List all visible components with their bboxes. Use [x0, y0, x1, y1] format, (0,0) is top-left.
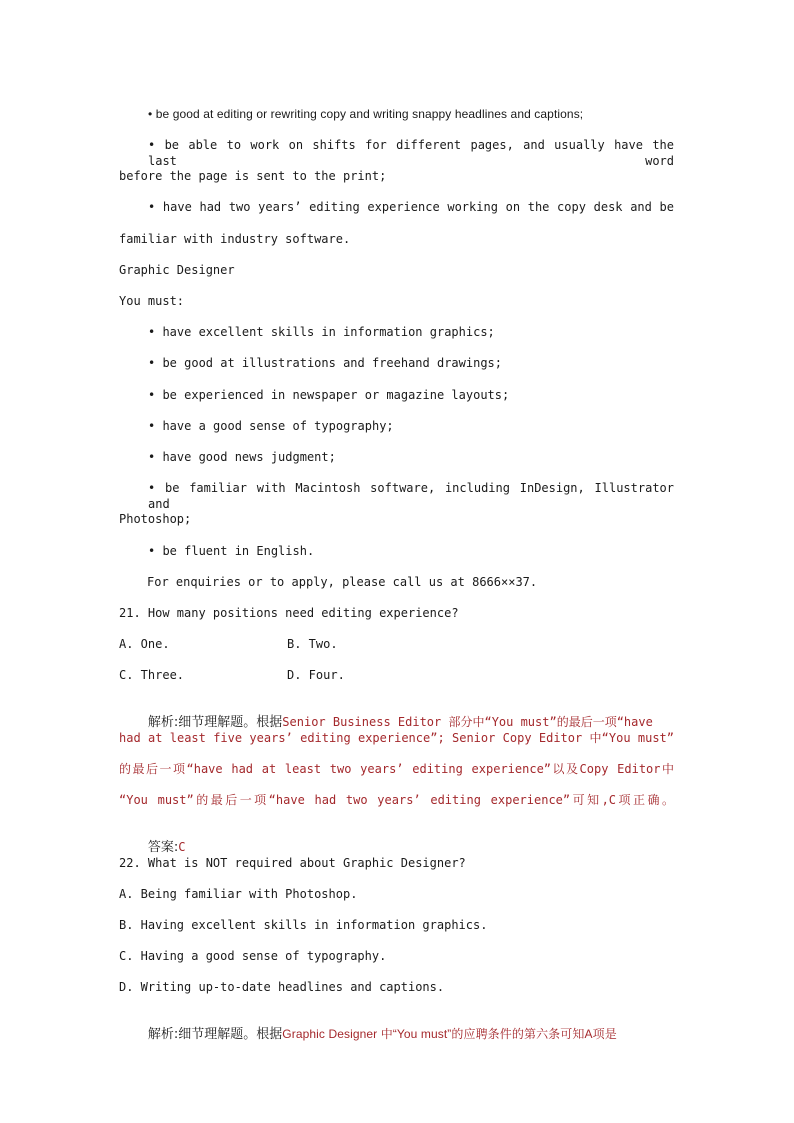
graphic-designer-bullet-2: • be good at illustrations and freehand drawings; [148, 356, 503, 370]
copy-editor-bullet-2: • be able to work on shifts for different pages, and usually have the last word [148, 138, 674, 168]
q22-option-a: A. Being familiar with Photoshop. [119, 887, 358, 901]
q21-option-d: D. Four. [287, 668, 345, 682]
question-21: 21. How many positions need editing experience? [119, 606, 459, 620]
copy-editor-bullet-1: • be good at editing or rewriting copy and writing snappy headlines and captions; [148, 107, 584, 121]
q22-option-c: C. Having a good sense of typography. [119, 949, 387, 963]
graphic-designer-bullet-5: • have good news judgment; [148, 450, 336, 464]
graphic-designer-bullet-4: • have a good sense of typography; [148, 419, 394, 433]
q21-analysis-line-2: had at least five years’ editing experience”; Senior Copy Editor 中“You must” [119, 731, 674, 745]
graphic-designer-bullet-3: • be experienced in newspaper or magazine layouts; [148, 388, 510, 402]
q21-option-b: B. Two. [287, 637, 338, 651]
graphic-designer-intro: You must: [119, 294, 185, 308]
graphic-designer-bullet-7: • be fluent in English. [148, 544, 315, 558]
graphic-designer-bullet-1: • have excellent skills in information graphics; [148, 325, 495, 339]
q21-answer-label: 答案: [147, 840, 179, 855]
q22-analysis-text: Graphic Designer 中“You must”的应聘条件的第六条可知A项是 [282, 1027, 617, 1041]
copy-editor-bullet-2-continuation: before the page is sent to the print; [119, 169, 387, 183]
question-22: 22. What is NOT required about Graphic Designer? [119, 856, 466, 870]
contact-line: For enquiries or to apply, please call us at 8666××37. [147, 575, 538, 589]
q21-answer-value: C [178, 840, 186, 854]
q22-analysis-line-1 [119, 1010, 617, 1059]
copy-editor-bullet-3: • have had two years’ editing experience working on the copy desk and be [148, 200, 674, 214]
copy-editor-bullet-3-continuation: familiar with industry software. [119, 232, 351, 246]
q22-analysis-label: 解析:细节理解题。根据 [147, 1027, 283, 1042]
graphic-designer-title: Graphic Designer [119, 263, 235, 277]
graphic-designer-bullet-6-continuation: Photoshop; [119, 512, 192, 526]
graphic-designer-bullet-6: • be familiar with Macintosh software, including InDesign, Illustrator and [148, 481, 674, 511]
q21-option-a: A. One. [119, 637, 170, 651]
q21-option-c: C. Three. [119, 668, 185, 682]
q21-analysis-text-1: Senior Business Editor 部分中“You must”的最后一项“have [282, 715, 653, 729]
q21-analysis-label: 解析:细节理解题。根据 [147, 715, 283, 730]
q22-option-b: B. Having excellent skills in information graphics. [119, 918, 488, 932]
q21-analysis-line-4: “You must”的最后一项“have had two years’ editing experience”可知,C项正确。 [119, 793, 674, 807]
q22-option-d: D. Writing up-to-date headlines and captions. [119, 980, 445, 994]
q21-analysis-line-3: 的最后一项“have had at least two years’ editing experience”以及Copy Editor中 [119, 762, 674, 776]
